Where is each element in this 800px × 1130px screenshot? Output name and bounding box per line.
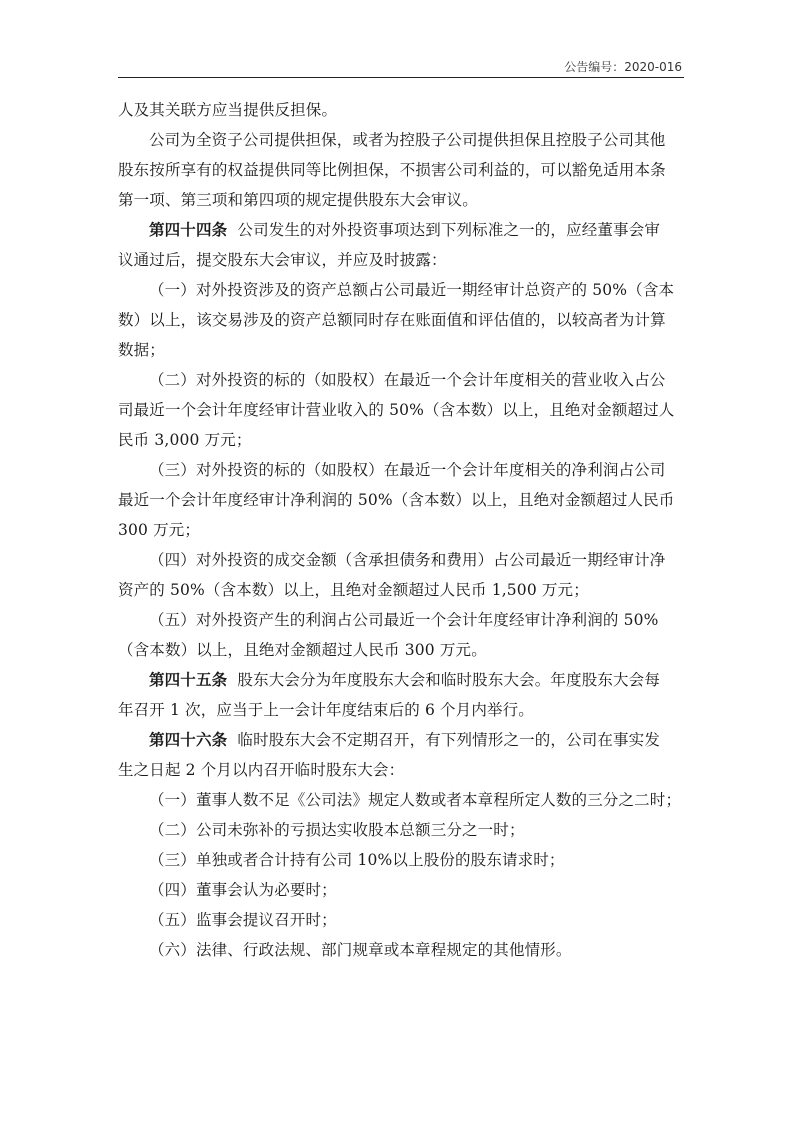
text-line (118, 215, 688, 245)
text-line: 年召开 1 次，应当于上一会计年度结束后的 6 个月内举行。 (118, 701, 534, 719)
article-45-label: 第四十五条 (149, 670, 228, 689)
text-line: （六）法律、行政法规、部门规章或本章程规定的其他情形。 (149, 941, 572, 959)
text-line: 议通过后，提交股东大会审议，并应及时披露： (118, 251, 447, 269)
article-46-text: 临时股东大会不定期召开，有下列情形之一的，公司在事实发 (237, 731, 660, 749)
article-44-text: 公司发生的对外投资事项达到下列标准之一的，应经董事会审 (237, 221, 660, 239)
text-line: 生之日起 2 个月以内召开临时股东大会： (118, 761, 405, 779)
article-44-item-2 (118, 365, 688, 455)
text-line: 数）以上，该交易涉及的资产总额同时存在账面值和评估值的，以较高者为计算 (118, 311, 666, 329)
text-line: 最近一个会计年度经审计净利润的 50%（含本数）以上，且绝对金额超过人民币 (118, 491, 675, 509)
text-line: 资产的 50%（含本数）以上，且绝对金额超过人民币 1,500 万元； (118, 581, 589, 599)
paragraph-counter-guarantee (118, 95, 688, 125)
article-46-label: 第四十六条 (149, 730, 228, 749)
header-divider (118, 77, 684, 78)
text-line: 300 万元； (118, 521, 201, 539)
article-44-label: 第四十四条 (149, 220, 228, 239)
text-line (118, 665, 688, 695)
article-44-item-3 (118, 455, 688, 545)
text-line: （二）公司未弥补的亏损达实收股本总额三分之一时； (149, 821, 525, 839)
text-line: （二）对外投资的标的（如股权）在最近一个会计年度相关的营业收入占公 (149, 371, 666, 389)
text-line: （含本数）以上，且绝对金额超过人民币 300 万元。 (118, 641, 487, 659)
article-46-item-2 (118, 815, 688, 845)
text-line: （一）董事人数不足《公司法》规定人数或者本章程所定人数的三分之二时； (149, 791, 682, 809)
text-line (118, 725, 688, 755)
text-line: （四）对外投资的成交金额（含承担债务和费用）占公司最近一期经审计净 (149, 551, 666, 569)
text-line: （五）对外投资产生的利润占公司最近一个会计年度经审计净利润的 50% (149, 611, 659, 629)
text-line: 人及其关联方应当提供反担保。 (118, 101, 338, 119)
article-46-item-4 (118, 875, 688, 905)
text-line: 第一项、第三项和第四项的规定提供股东大会审议。 (118, 191, 478, 209)
document-body (118, 95, 688, 965)
text-line: （三）单独或者合计持有公司 10%以上股份的股东请求时； (149, 851, 565, 869)
article-46 (118, 725, 688, 785)
article-46-item-1 (118, 785, 688, 815)
text-line: （四）董事会认为必要时； (149, 881, 337, 899)
article-46-item-6 (118, 935, 688, 965)
article-45-text: 股东大会分为年度股东大会和临时股东大会。年度股东大会每 (237, 671, 660, 689)
article-44-item-4 (118, 545, 688, 605)
text-line: 司最近一个会计年度经审计营业收入的 50%（含本数）以上，且绝对金额超过人 (118, 401, 675, 419)
article-46-item-3 (118, 845, 688, 875)
text-line: 民币 3,000 万元； (118, 431, 252, 449)
article-46-item-5 (118, 905, 688, 935)
text-line: （五）监事会提议召开时； (149, 911, 337, 929)
text-line: 数据； (118, 341, 165, 359)
text-line: 股东按所享有的权益提供同等比例担保，不损害公司利益的，可以豁免适用本条 (118, 161, 666, 179)
text-line: （一）对外投资涉及的资产总额占公司最近一期经审计总资产的 50%（含本 (149, 281, 675, 299)
article-44 (118, 215, 688, 275)
paragraph-guarantee-exemption (118, 125, 688, 215)
article-44-item-1 (118, 275, 688, 365)
text-line: 公司为全资子公司提供担保，或者为控股子公司提供担保且控股子公司其他 (149, 131, 666, 149)
announcement-number: 公告编号：2020-016 (564, 60, 682, 74)
article-45 (118, 665, 688, 725)
text-line: （三）对外投资的标的（如股权）在最近一个会计年度相关的净利润占公司 (149, 461, 666, 479)
article-44-item-5 (118, 605, 688, 665)
